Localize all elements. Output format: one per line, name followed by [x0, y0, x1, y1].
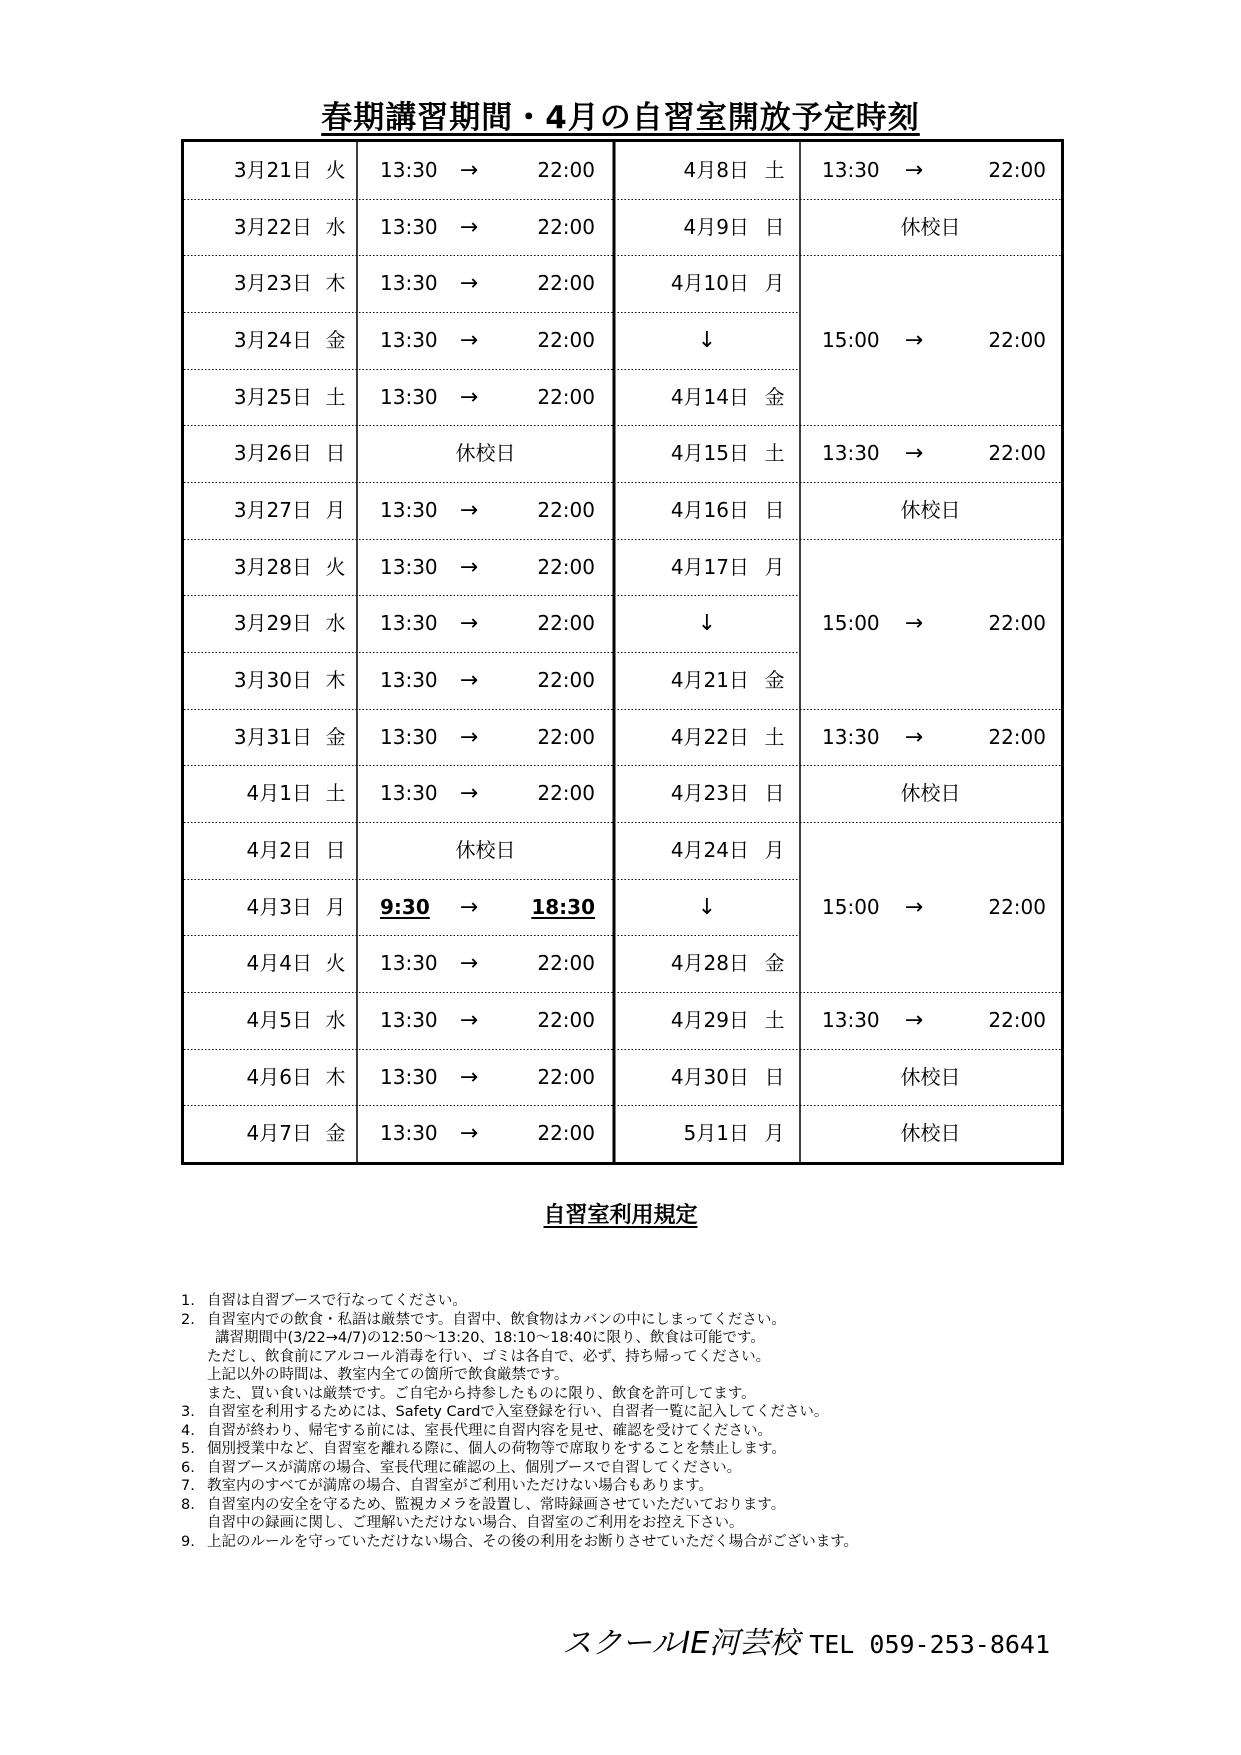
- open-time: 13:30: [822, 1008, 880, 1032]
- schedule-date: 3月25日: [233, 385, 312, 409]
- open-time: 15:00: [822, 611, 880, 635]
- schedule-date: 3月26日: [233, 441, 312, 465]
- arrow-icon: →: [459, 781, 479, 806]
- rule-number: 6.: [181, 1459, 195, 1476]
- rule-text: 上記以外の時間は、教室内全ての箇所で飲食厳禁です。: [207, 1367, 569, 1383]
- footer: [562, 1618, 1050, 1662]
- close-time: 22:00: [537, 1121, 595, 1145]
- arrow-icon: →: [459, 1008, 479, 1033]
- rule-number: 5.: [181, 1441, 195, 1457]
- schedule-weekday: 木: [325, 271, 346, 295]
- schedule-date: 5月1日: [683, 1121, 749, 1145]
- schedule-weekday: 日: [764, 1065, 785, 1089]
- arrow-icon: →: [459, 895, 479, 920]
- phone-number: TEL 059-253-8641: [809, 1630, 1051, 1659]
- rule-number: 8.: [181, 1496, 195, 1513]
- arrow-icon: →: [459, 951, 479, 976]
- rule-text: 自習室内での飲食・私語は厳禁です。自習中、飲食物はカバンの中にしまってください。: [207, 1311, 786, 1328]
- schedule-weekday: 水: [325, 611, 346, 635]
- rule-item: [181, 1385, 1081, 1404]
- rule-number: 3.: [181, 1404, 195, 1420]
- open-time: 13:30: [380, 1008, 438, 1032]
- open-time: 15:00: [822, 328, 880, 352]
- schedule-weekday: 土: [325, 781, 346, 805]
- schedule-weekday: 水: [325, 215, 346, 239]
- schedule-date: 4月22日: [670, 725, 749, 749]
- arrow-icon: →: [904, 611, 924, 636]
- rule-item: [181, 1533, 1081, 1552]
- close-time: 22:00: [537, 498, 595, 522]
- rule-item: [181, 1440, 1081, 1459]
- rule-item: [181, 1348, 1081, 1367]
- schedule-table: [181, 139, 1064, 1165]
- rule-item: [181, 1311, 1081, 1330]
- schedule-date: 4月9日: [683, 215, 749, 239]
- rule-item: [181, 1403, 1081, 1422]
- arrow-icon: →: [904, 895, 924, 920]
- rule-text: 自習室を利用するためには、Safety Cardで入室登録を行い、自習者一覧に記入してください。: [207, 1404, 829, 1420]
- close-time: 22:00: [537, 781, 595, 805]
- rule-item: [181, 1422, 1081, 1441]
- close-time: 22:00: [537, 951, 595, 975]
- schedule-date: 4月8日: [683, 158, 749, 182]
- schedule-date: 4月23日: [670, 781, 749, 805]
- rule-item: [181, 1477, 1081, 1496]
- page-title: 春期講習期間・4月の自習室開放予定時刻: [321, 100, 920, 136]
- rule-text: 講習期間中(3/22→4/7)の12:50～13:20、18:10～18:40に限り、飲食は可能です。: [215, 1330, 765, 1346]
- rule-text: 自習は自習ブースで行なってください。: [207, 1293, 467, 1309]
- rule-text: 自習が終わり、帰宅する前には、室長代理に自習内容を見せ、確認を受けてください。: [207, 1422, 773, 1439]
- close-time: 22:00: [988, 328, 1046, 352]
- rule-number: 1.: [181, 1293, 195, 1309]
- rule-item: [181, 1292, 1081, 1311]
- close-time: 22:00: [988, 441, 1046, 465]
- schedule-weekday: 日: [764, 215, 785, 239]
- close-time: 22:00: [988, 895, 1046, 919]
- schedule-date: 3月29日: [233, 611, 312, 635]
- schedule-weekday: 月: [764, 1121, 785, 1145]
- close-time: 22:00: [537, 1065, 595, 1089]
- schedule-date: 4月4日: [246, 951, 312, 975]
- schedule-date: 4月7日: [246, 1121, 312, 1145]
- open-time: 15:00: [822, 895, 880, 919]
- open-time: 13:30: [380, 158, 438, 182]
- closed-day-label: 休校日: [900, 781, 961, 805]
- schedule-date: 4月29日: [670, 1008, 749, 1032]
- close-time: 22:00: [537, 1008, 595, 1032]
- rule-number: 2.: [181, 1311, 195, 1328]
- schedule-date: 3月21日: [233, 158, 312, 182]
- open-time: 13:30: [380, 498, 438, 522]
- schedule-date: 4月15日: [670, 441, 749, 465]
- open-time: 13:30: [822, 441, 880, 465]
- closed-day-label: 休校日: [455, 441, 516, 465]
- schedule-weekday: 日: [764, 781, 785, 805]
- schedule-date: 4月17日: [670, 555, 749, 579]
- rule-item: [181, 1329, 1081, 1348]
- open-time: 13:30: [380, 725, 438, 749]
- schedule-date: 4月21日: [670, 668, 749, 692]
- down-arrow-icon: ↓: [697, 328, 717, 353]
- close-time: 22:00: [988, 725, 1046, 749]
- open-time: 13:30: [380, 215, 438, 239]
- close-time: 22:00: [537, 668, 595, 692]
- schedule-weekday: 土: [325, 385, 346, 409]
- close-time: 22:00: [537, 555, 595, 579]
- arrow-icon: →: [904, 725, 924, 750]
- arrow-icon: →: [459, 1065, 479, 1090]
- schedule-weekday: 月: [764, 838, 785, 862]
- schedule-weekday: 日: [325, 838, 346, 862]
- schedule-date: 4月3日: [246, 895, 312, 919]
- open-time: 13:30: [380, 1121, 438, 1145]
- schedule-weekday: 月: [325, 498, 346, 522]
- schedule-date: 4月10日: [670, 271, 749, 295]
- rule-text: 自習ブースが満席の場合、室長代理に確認の上、個別ブースで自習してください。: [207, 1459, 742, 1476]
- schedule-date: 3月28日: [233, 555, 312, 579]
- closed-day-label: 休校日: [900, 1065, 961, 1089]
- arrow-icon: →: [459, 725, 479, 750]
- schedule-date: 4月16日: [670, 498, 749, 522]
- rule-number: 4.: [181, 1422, 195, 1439]
- open-time: 13:30: [380, 555, 438, 579]
- schedule-date: 4月24日: [670, 838, 749, 862]
- rule-text: また、買い食いは厳禁です。ご自宅から持参したものに限り、飲食を許可してます。: [207, 1385, 756, 1402]
- schedule-date: 4月28日: [670, 951, 749, 975]
- rule-text: 上記のルールを守っていただけない場合、その後の利用をお断りさせていただく場合がございます。: [207, 1533, 859, 1550]
- arrow-icon: →: [459, 328, 479, 353]
- schedule-weekday: 月: [764, 555, 785, 579]
- closed-day-label: 休校日: [900, 215, 961, 239]
- schedule-date: 3月30日: [233, 668, 312, 692]
- schedule-weekday: 金: [764, 951, 785, 975]
- arrow-icon: →: [904, 441, 924, 466]
- rules-title: 自習室利用規定: [543, 1203, 698, 1228]
- schedule-date: 3月24日: [233, 328, 312, 352]
- rule-number: 7.: [181, 1478, 195, 1494]
- arrow-icon: →: [459, 158, 479, 183]
- schedule-weekday: 日: [764, 498, 785, 522]
- close-time: 22:00: [537, 328, 595, 352]
- schedule-date: 3月31日: [233, 725, 312, 749]
- schedule-weekday: 木: [325, 1065, 346, 1089]
- schedule-weekday: 木: [325, 668, 346, 692]
- open-time: 13:30: [380, 385, 438, 409]
- arrow-icon: →: [459, 668, 479, 693]
- schedule-weekday: 金: [764, 668, 785, 692]
- arrow-icon: →: [904, 1008, 924, 1033]
- schedule-date: 3月22日: [233, 215, 312, 239]
- down-arrow-icon: ↓: [697, 611, 717, 636]
- schedule-weekday: 土: [764, 1008, 785, 1032]
- close-time: 22:00: [537, 611, 595, 635]
- schedule-weekday: 日: [325, 441, 346, 465]
- close-time: 22:00: [537, 725, 595, 749]
- arrow-icon: →: [459, 271, 479, 296]
- close-time: 22:00: [988, 1008, 1046, 1032]
- arrow-icon: →: [459, 555, 479, 580]
- schedule-date: 3月23日: [233, 271, 312, 295]
- open-time: 13:30: [380, 668, 438, 692]
- rule-text: 自習室内の安全を守るため、監視カメラを設置し、常時録画させていただいております。: [207, 1496, 786, 1513]
- open-time: 9:30: [380, 895, 430, 919]
- schedule-weekday: 金: [325, 1121, 346, 1145]
- schedule-weekday: 月: [764, 271, 785, 295]
- schedule-date: 4月14日: [670, 385, 749, 409]
- schedule-date: 4月30日: [670, 1065, 749, 1089]
- arrow-icon: →: [459, 611, 479, 636]
- arrow-icon: →: [904, 328, 924, 353]
- arrow-icon: →: [459, 1121, 479, 1146]
- rule-text: ただし、飲食前にアルコール消毒を行い、ゴミは各自で、必ず、持ち帰ってください。: [207, 1348, 771, 1365]
- schedule-date: 4月6日: [246, 1065, 312, 1089]
- rule-text: 教室内のすべてが満席の場合、自習室がご利用いただけない場合もあります。: [207, 1478, 714, 1494]
- rule-item: [181, 1496, 1081, 1515]
- rules-list: [181, 1292, 1081, 1551]
- open-time: 13:30: [380, 951, 438, 975]
- close-time: 18:30: [531, 895, 595, 919]
- schedule-date: 4月1日: [246, 781, 312, 805]
- close-time: 22:00: [988, 611, 1046, 635]
- open-time: 13:30: [380, 1065, 438, 1089]
- arrow-icon: →: [459, 215, 479, 240]
- closed-day-label: 休校日: [900, 498, 961, 522]
- arrow-icon: →: [459, 385, 479, 410]
- arrow-icon: →: [459, 498, 479, 523]
- rule-text: 個別授業中など、自習室を離れる際に、個人の荷物等で席取りをすることを禁止します。: [207, 1441, 786, 1457]
- rule-item: [181, 1366, 1081, 1385]
- school-name: スクールIE河芸校: [562, 1626, 800, 1661]
- close-time: 22:00: [537, 215, 595, 239]
- rule-item: [181, 1459, 1081, 1478]
- schedule-weekday: 火: [325, 951, 346, 975]
- schedule-date: 4月5日: [246, 1008, 312, 1032]
- schedule-weekday: 金: [325, 328, 346, 352]
- open-time: 13:30: [380, 611, 438, 635]
- down-arrow-icon: ↓: [697, 895, 717, 920]
- rule-item: [181, 1514, 1081, 1533]
- schedule-weekday: 水: [325, 1008, 346, 1032]
- schedule-date: 4月2日: [246, 838, 312, 862]
- closed-day-label: 休校日: [455, 838, 516, 862]
- schedule-weekday: 金: [764, 385, 785, 409]
- close-time: 22:00: [537, 385, 595, 409]
- rule-text: 自習中の録画に関し、ご理解いただけない場合、自習室のご利用をお控え下さい。: [207, 1515, 744, 1531]
- open-time: 13:30: [380, 328, 438, 352]
- rule-number: 9.: [181, 1533, 195, 1550]
- schedule-weekday: 土: [764, 158, 785, 182]
- close-time: 22:00: [988, 158, 1046, 182]
- schedule-weekday: 火: [325, 555, 346, 579]
- close-time: 22:00: [537, 158, 595, 182]
- open-time: 13:30: [380, 271, 438, 295]
- schedule-weekday: 月: [325, 895, 346, 919]
- schedule-weekday: 土: [764, 441, 785, 465]
- schedule-weekday: 火: [325, 158, 346, 182]
- schedule-weekday: 土: [764, 725, 785, 749]
- open-time: 13:30: [822, 158, 880, 182]
- schedule-date: 3月27日: [233, 498, 312, 522]
- schedule-weekday: 金: [325, 725, 346, 749]
- close-time: 22:00: [537, 271, 595, 295]
- closed-day-label: 休校日: [900, 1121, 961, 1145]
- open-time: 13:30: [822, 725, 880, 749]
- arrow-icon: →: [904, 158, 924, 183]
- open-time: 13:30: [380, 781, 438, 805]
